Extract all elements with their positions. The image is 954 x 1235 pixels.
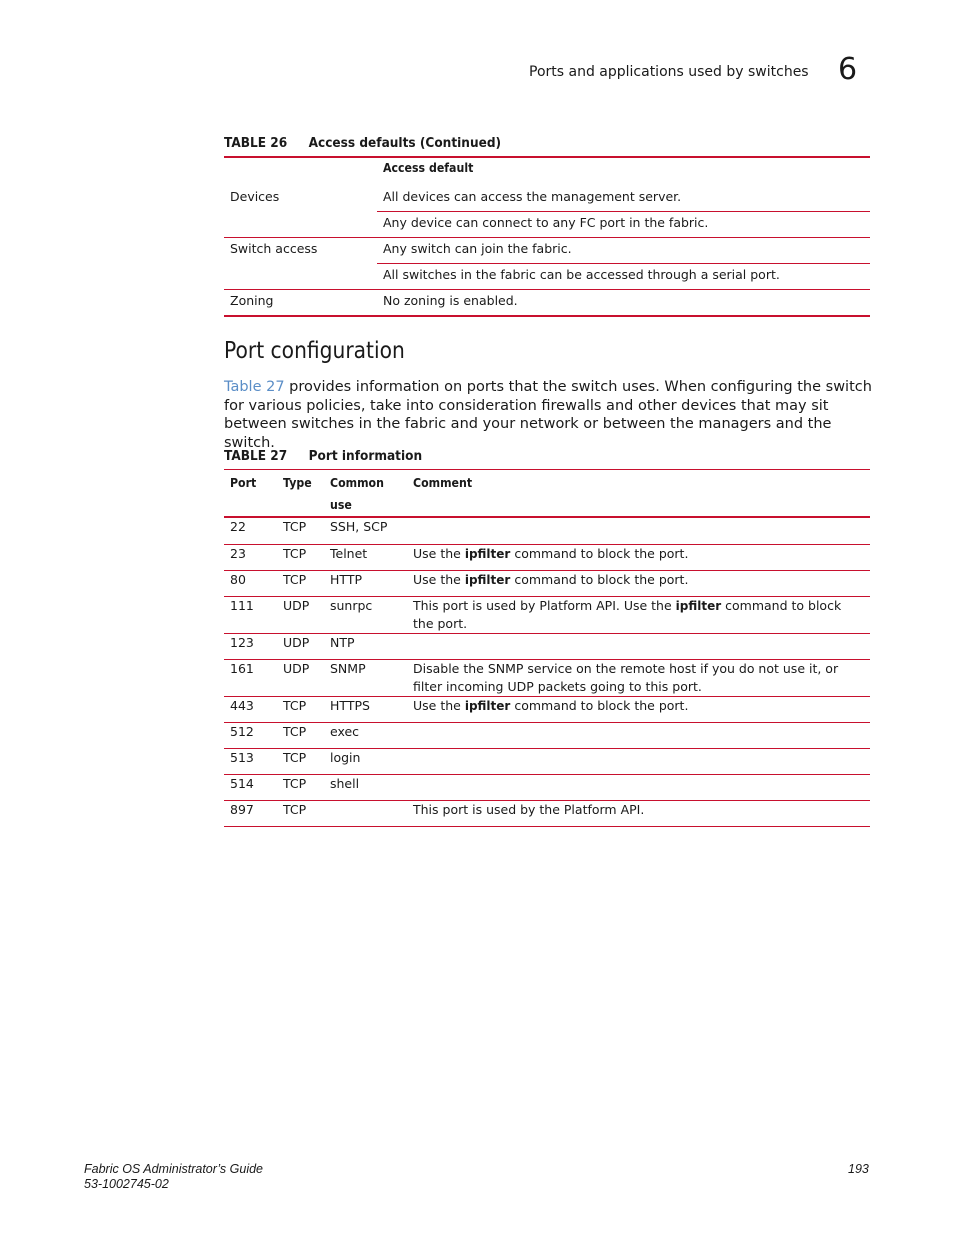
table27 (224, 470, 870, 827)
table27-row (224, 800, 870, 826)
command-name: ipfilter (464, 546, 511, 561)
table26-value: All switches in the fabric can be accessed through a serial port. (377, 264, 870, 290)
use-cell: exec (324, 722, 407, 748)
type-cell: UDP (277, 633, 324, 659)
table27-caption (224, 448, 422, 464)
type-cell: TCP (277, 696, 324, 722)
table27-header-row (224, 470, 870, 516)
table27-title: Port information (308, 448, 423, 464)
chapter-number: 6 (838, 52, 858, 87)
type-cell: TCP (277, 544, 324, 570)
table27-row (224, 659, 870, 696)
port-cell: 80 (224, 570, 277, 596)
table26-value: Any device can connect to any FC port in the fabric. (377, 212, 870, 238)
comment-cell: This port is used by Platform API. Use the ipfilter command to block the port. (407, 596, 870, 633)
port-cell: 111 (224, 596, 277, 633)
use-cell: SSH, SCP (324, 518, 407, 544)
use-cell: sunrpc (324, 596, 407, 633)
type-cell: UDP (277, 596, 324, 633)
use-cell: shell (324, 774, 407, 800)
command-name: ipfilter (464, 698, 511, 713)
table27-header-comment: Comment (413, 475, 473, 490)
type-cell: TCP (277, 800, 324, 826)
command-name: ipfilter (464, 572, 511, 587)
comment-cell: Use the ipfilter command to block the port. (407, 696, 870, 722)
section-title: Port configuration (224, 338, 405, 364)
table27-header-port: Port (230, 475, 257, 490)
port-cell: 123 (224, 633, 277, 659)
comment-cell (407, 774, 870, 800)
table27-header-type: Type (283, 475, 312, 490)
table27-row (224, 633, 870, 659)
use-cell: SNMP (324, 659, 407, 696)
command-name: ipfilter (675, 598, 722, 613)
comment-cell: This port is used by the Platform API. (407, 800, 870, 826)
table26-category: Zoning (230, 293, 274, 308)
port-cell: 161 (224, 659, 277, 696)
comment-cell (407, 748, 870, 774)
comment-cell (407, 633, 870, 659)
table27-row (224, 696, 870, 722)
table27-row (224, 722, 870, 748)
table26-column-header: Access default (383, 160, 474, 175)
use-cell: NTP (324, 633, 407, 659)
table27-row (224, 544, 870, 570)
table27-row (224, 596, 870, 633)
table26-row (224, 212, 870, 238)
intro-paragraph (224, 378, 874, 452)
table27-row (224, 570, 870, 596)
table26-caption (224, 135, 501, 151)
comment-cell (407, 518, 870, 544)
port-cell: 443 (224, 696, 277, 722)
table27-row (224, 774, 870, 800)
table26-row (224, 186, 870, 212)
comment-cell: Use the ipfilter command to block the port. (407, 544, 870, 570)
table26-category: Devices (230, 189, 280, 204)
intro-text: provides information on ports that the switch uses. When configuring the switch for various policies, take into consideration firewalls and other devices that may sit between switches in the fabric and your network or between the managers and the switch. (224, 379, 872, 451)
table26-value: No zoning is enabled. (383, 293, 518, 308)
use-cell: login (324, 748, 407, 774)
type-cell: TCP (277, 774, 324, 800)
footer-left (84, 1162, 263, 1192)
port-cell: 513 (224, 748, 277, 774)
comment-cell (407, 722, 870, 748)
page-number: 193 (848, 1162, 869, 1176)
table26-category (224, 212, 377, 238)
type-cell: TCP (277, 722, 324, 748)
footer-guide-title: Fabric OS Administrator’s Guide (84, 1162, 263, 1176)
port-cell: 897 (224, 800, 277, 826)
table26 (224, 158, 870, 315)
table26-row (224, 264, 870, 290)
running-header: Ports and applications used by switches (529, 64, 809, 80)
table27-row (224, 518, 870, 544)
type-cell: TCP (277, 748, 324, 774)
table26-category: Switch access (230, 241, 318, 256)
table26-title: Access defaults (Continued) (308, 135, 502, 151)
table26-label: TABLE 26 (224, 135, 288, 151)
table26-row (224, 238, 870, 264)
comment-cell: Disable the SNMP service on the remote host if you do not use it, or filter incoming UDP packets going to this port. (407, 659, 870, 696)
type-cell: UDP (277, 659, 324, 696)
use-cell: HTTPS (324, 696, 407, 722)
table27-row (224, 748, 870, 774)
use-cell: HTTP (324, 570, 407, 596)
table26-bottom-rule (224, 315, 870, 317)
table26-value: Any switch can join the fabric. (377, 238, 870, 264)
table26-category (224, 264, 377, 290)
type-cell: TCP (277, 570, 324, 596)
footer-doc-number: 53-1002745-02 (84, 1177, 169, 1191)
port-cell: 23 (224, 544, 277, 570)
comment-cell: Use the ipfilter command to block the port. (407, 570, 870, 596)
table27-link[interactable]: Table 27 (224, 379, 285, 395)
table26-value: All devices can access the management server. (377, 186, 870, 212)
port-cell: 22 (224, 518, 277, 544)
type-cell: TCP (277, 518, 324, 544)
table27-header-common-use: Common use (330, 475, 384, 512)
use-cell (324, 800, 407, 826)
table26-header-row (224, 158, 870, 186)
table26-header-blank (224, 158, 377, 186)
port-cell: 514 (224, 774, 277, 800)
table26-row (224, 290, 870, 316)
use-cell: Telnet (324, 544, 407, 570)
table27-label: TABLE 27 (224, 448, 288, 464)
port-cell: 512 (224, 722, 277, 748)
